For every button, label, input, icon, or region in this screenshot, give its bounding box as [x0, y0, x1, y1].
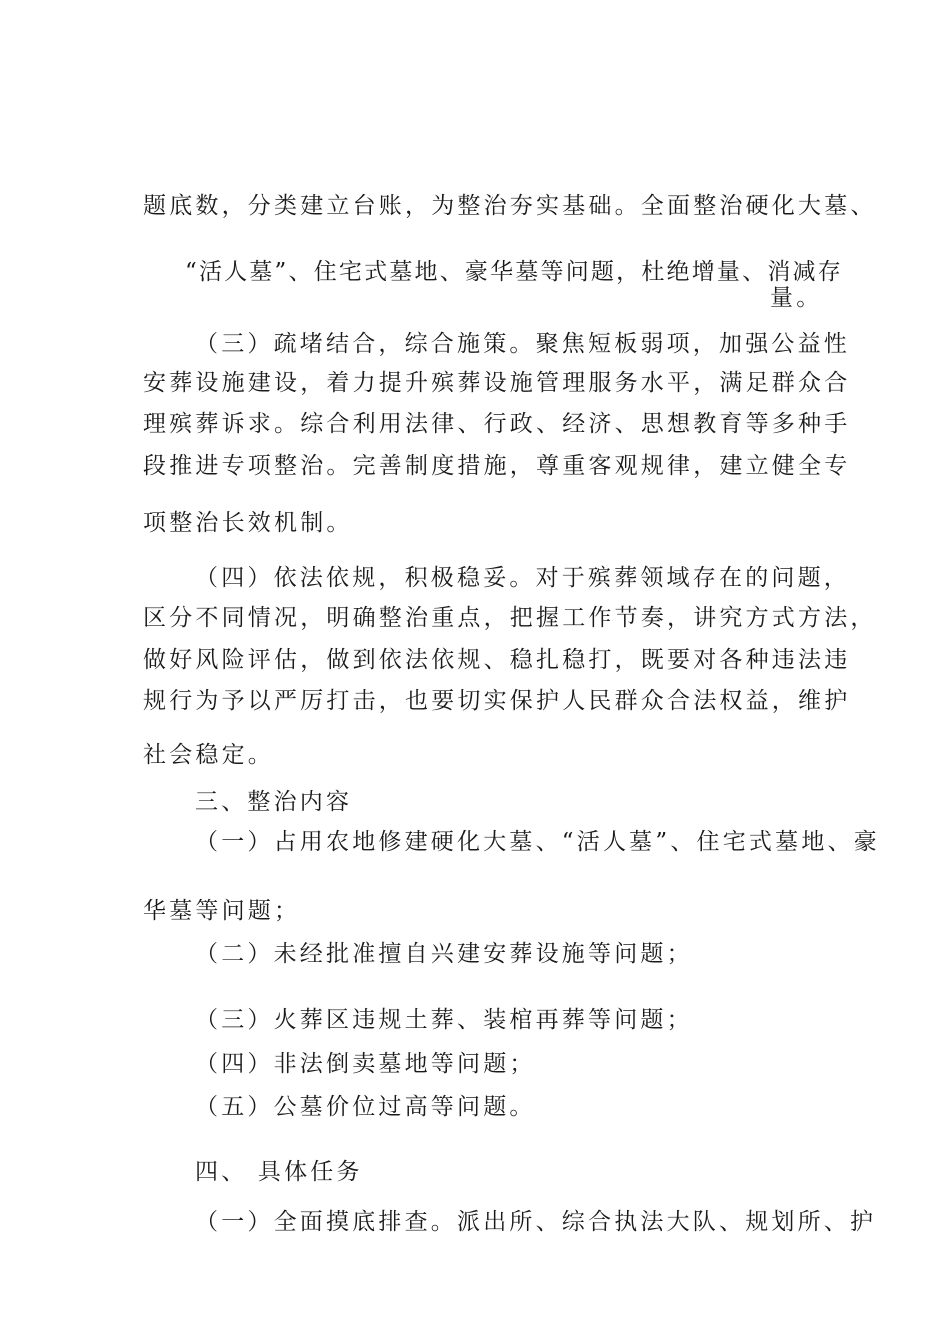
body-line: “活人墓”、住宅式墓地、豪华墓等问题，杜绝增量、消减存	[185, 259, 843, 285]
list-item: （二）未经批准擅自兴建安葬设施等问题；	[195, 941, 693, 967]
body-line: 做好风险评估，做到依法依规、稳扎稳打，既要对各种违法违	[143, 647, 851, 673]
body-line: 量。	[770, 285, 823, 311]
list-item: （四）非法倒卖墓地等问题；	[195, 1051, 536, 1077]
body-line: 理殡葬诉求。综合利用法律、行政、经济、思想教育等多种手	[143, 411, 851, 437]
body-line: 规行为予以严厉打击，也要切实保护人民群众合法权益，维护	[143, 688, 851, 714]
body-line: （三）疏堵结合，综合施策。聚焦短板弱项，加强公益性	[195, 331, 850, 357]
body-line: （一）占用农地修建硬化大墓、“活人墓”、住宅式墓地、豪	[195, 829, 880, 855]
body-line: 题底数，分类建立台账，为整治夯实基础。全面整治硬化大墓、	[143, 193, 877, 219]
body-line: （一）全面摸底排查。派出所、综合执法大队、规划所、护	[195, 1209, 877, 1235]
list-item: （三）火葬区违规土葬、装棺再葬等问题；	[195, 1007, 693, 1033]
body-line: （四）依法依规，积极稳妥。对于殡葬领域存在的问题，	[195, 565, 850, 591]
section-heading: 三、整治内容	[195, 789, 353, 815]
body-line: 项整治长效机制。	[143, 510, 353, 536]
body-line: 区分不同情况，明确整治重点，把握工作节奏，讲究方式方法，	[143, 605, 877, 631]
body-line: 段推进专项整治。完善制度措施，尊重客观规律，建立健全专	[143, 453, 851, 479]
body-line: 华墓等问题；	[143, 898, 301, 924]
section-heading: 四、 具体任务	[195, 1159, 363, 1185]
list-item: （五）公墓价位过高等问题。	[195, 1094, 536, 1120]
body-line: 安葬设施建设，着力提升殡葬设施管理服务水平，满足群众合	[143, 370, 851, 396]
body-line: 社会稳定。	[143, 742, 274, 768]
